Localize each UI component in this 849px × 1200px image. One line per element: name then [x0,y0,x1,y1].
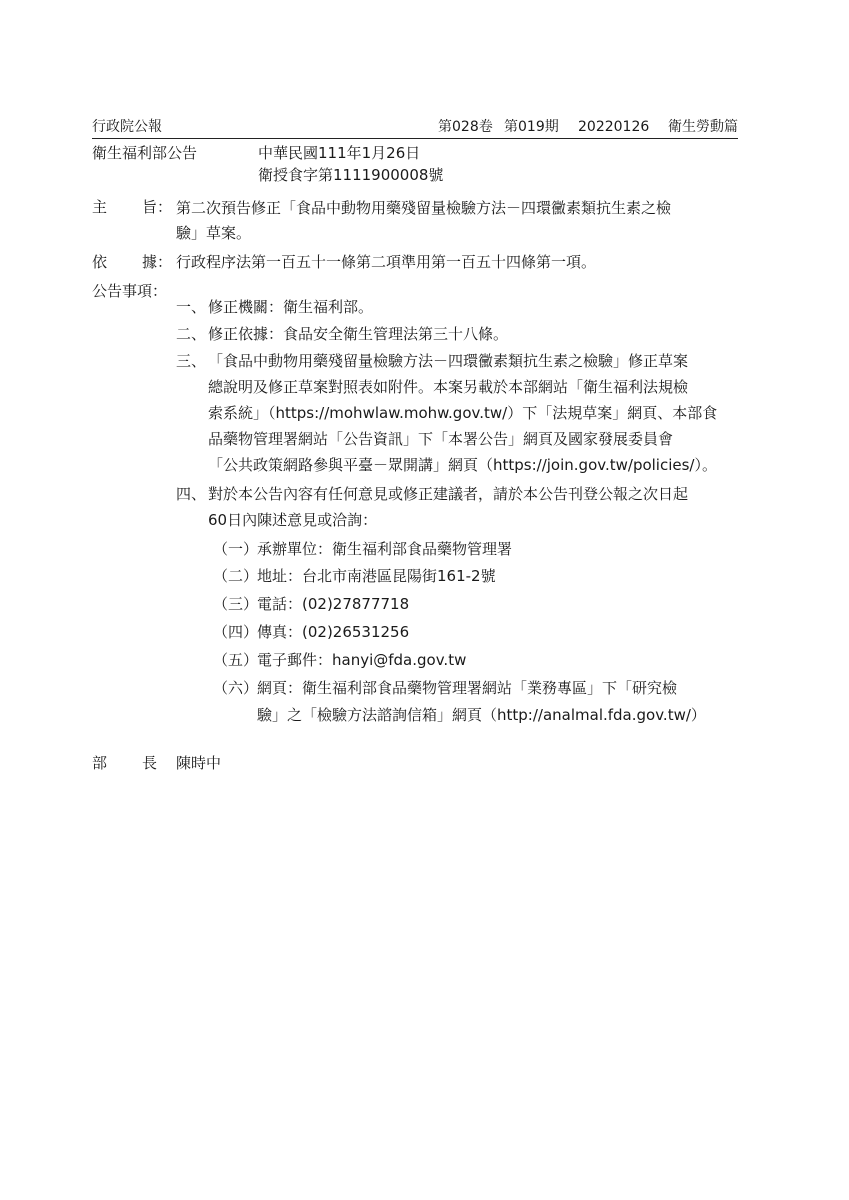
subject-line: 第二次預告修正「食品中動物用藥殘留量檢驗方法－四環黴素類抗生素之檢 [176,199,672,217]
contact-fax: 傳真：(02)26531256 [257,623,410,641]
contact-email: 電子郵件：hanyi@fda.gov.tw [257,651,467,669]
sub-item-number: （一） [213,540,259,558]
item-text: 「食品中動物用藥殘留量檢驗方法－四環黴素類抗生素之檢驗」修正草案 總說明及修正草案對照表如附件。本案另載於本部網站「衛生福利法規檢 索系統」（https://mohwlaw.mohw.gov.tw/）下「法規草案」網頁、本部食 品藥物管理署網站「公告資訊」下「本署公告」網頁及國家發展委員會 「公共政策網路參與平臺－眾開講」網頁（https://join.gov.tw/policies/）。 [208,352,718,474]
page-header [92,116,738,139]
notice-date: 中華民國111年1月26日 [258,144,421,162]
item-number: 一、 [176,298,207,316]
item-number: 三、 [176,352,207,370]
contact-address: 地址：台北市南港區昆陽街161-2號 [257,567,496,585]
item-number: 二、 [176,325,207,343]
sub-item-number: （四） [213,623,259,641]
items-label: 公告事項： [92,282,168,300]
issue-number: 第019期 [504,119,559,135]
publication-title: 行政院公報 [92,119,162,135]
subject-line: 驗」草案。 [176,224,252,242]
contact-webpage: 驗」之「檢驗方法諮詢信箱」網頁（http://analmal.fda.gov.tw/） [257,706,706,724]
contact-unit: 承辦單位：衛生福利部食品藥物管理署 [257,540,513,558]
sub-item-number: （三） [213,595,259,613]
issue-date: 20220126 [578,119,650,135]
sub-item-number: （五） [213,651,259,669]
item-number: 四、 [176,485,207,503]
issuer: 衛生福利部公告 [92,144,198,162]
item-text: 修正機關：衛生福利部。 [208,298,374,316]
sub-item-number: （二） [213,567,259,585]
sub-item-number: （六） [213,679,259,697]
gazette-page: 行政院公報 第028卷 第019期 20220126 衛生勞動篇 衛生福利部公告 中華民國111年1月26日 衛授食字第1111900008號 主 旨： 第二次預告修正「食品中動物用藥殘留量檢驗方法－四環黴素類抗生素之檢 驗」草案。 依 據： 行政程序法第一百五十一條第二項準用第一百五十四條第一項。 公告事項： 一、 修正機關：衛生福利部。 二、 修正依據：食品安全衛生管理法第三十八條。 三、 「食品中動物用藥殘留量檢驗方法－四環黴素類抗生素之檢驗」修正草案 總說明及修正草案對照表如附件。本案另載於本部網站「衛生福利法規檢 索系統」（https://mohwlaw.mohw.gov.tw/）下「法規草案」網頁、本部食 品藥物管理署網站「公告資訊」下「本署公告」網頁及國家發展委員會 「公共政策網路參與平臺－眾開講」網頁（https://join.gov.tw/policies/）。 四、 對於本公告內容有任何意見或修正建議者，請於本公告刊登公報之次日起 60日內陳述意見或洽詢： （一） 承辦單位：衛生福利部食品藥物管理署 （二） 地址：台北市南港區昆陽街161-2號 （三） 電話：(02)27877718 （四） 傳真：(02)26531256 （五） 電子郵件：hanyi@fda.gov.tw （六） 網頁：衛生福利部食品藥物管理署網站「業務專區」下「研究檢 驗」之「檢驗方法諮詢信箱」網頁（http://analmal.fda.gov.tw/） 部 長 陳時中 [0,0,849,1200]
document-number: 衛授食字第1111900008號 [258,166,444,184]
item-text: 修正依據：食品安全衛生管理法第三十八條。 [208,325,509,343]
section-name: 衛生勞動篇 [668,119,738,135]
volume-number: 第028卷 [438,119,493,135]
title-char: 長 [142,754,158,772]
contact-phone: 電話：(02)27877718 [257,595,410,613]
basis-text: 行政程序法第一百五十一條第二項準用第一百五十四條第一項。 [176,253,597,271]
item-text: 對於本公告內容有任何意見或修正建議者，請於本公告刊登公報之次日起 60日內陳述意見或洽詢： [208,485,689,529]
contact-webpage: 網頁：衛生福利部食品藥物管理署網站「業務專區」下「研究檢 [257,679,678,697]
subject-text [176,196,732,246]
minister-name: 陳時中 [176,754,222,772]
title-char: 部 [92,754,108,772]
